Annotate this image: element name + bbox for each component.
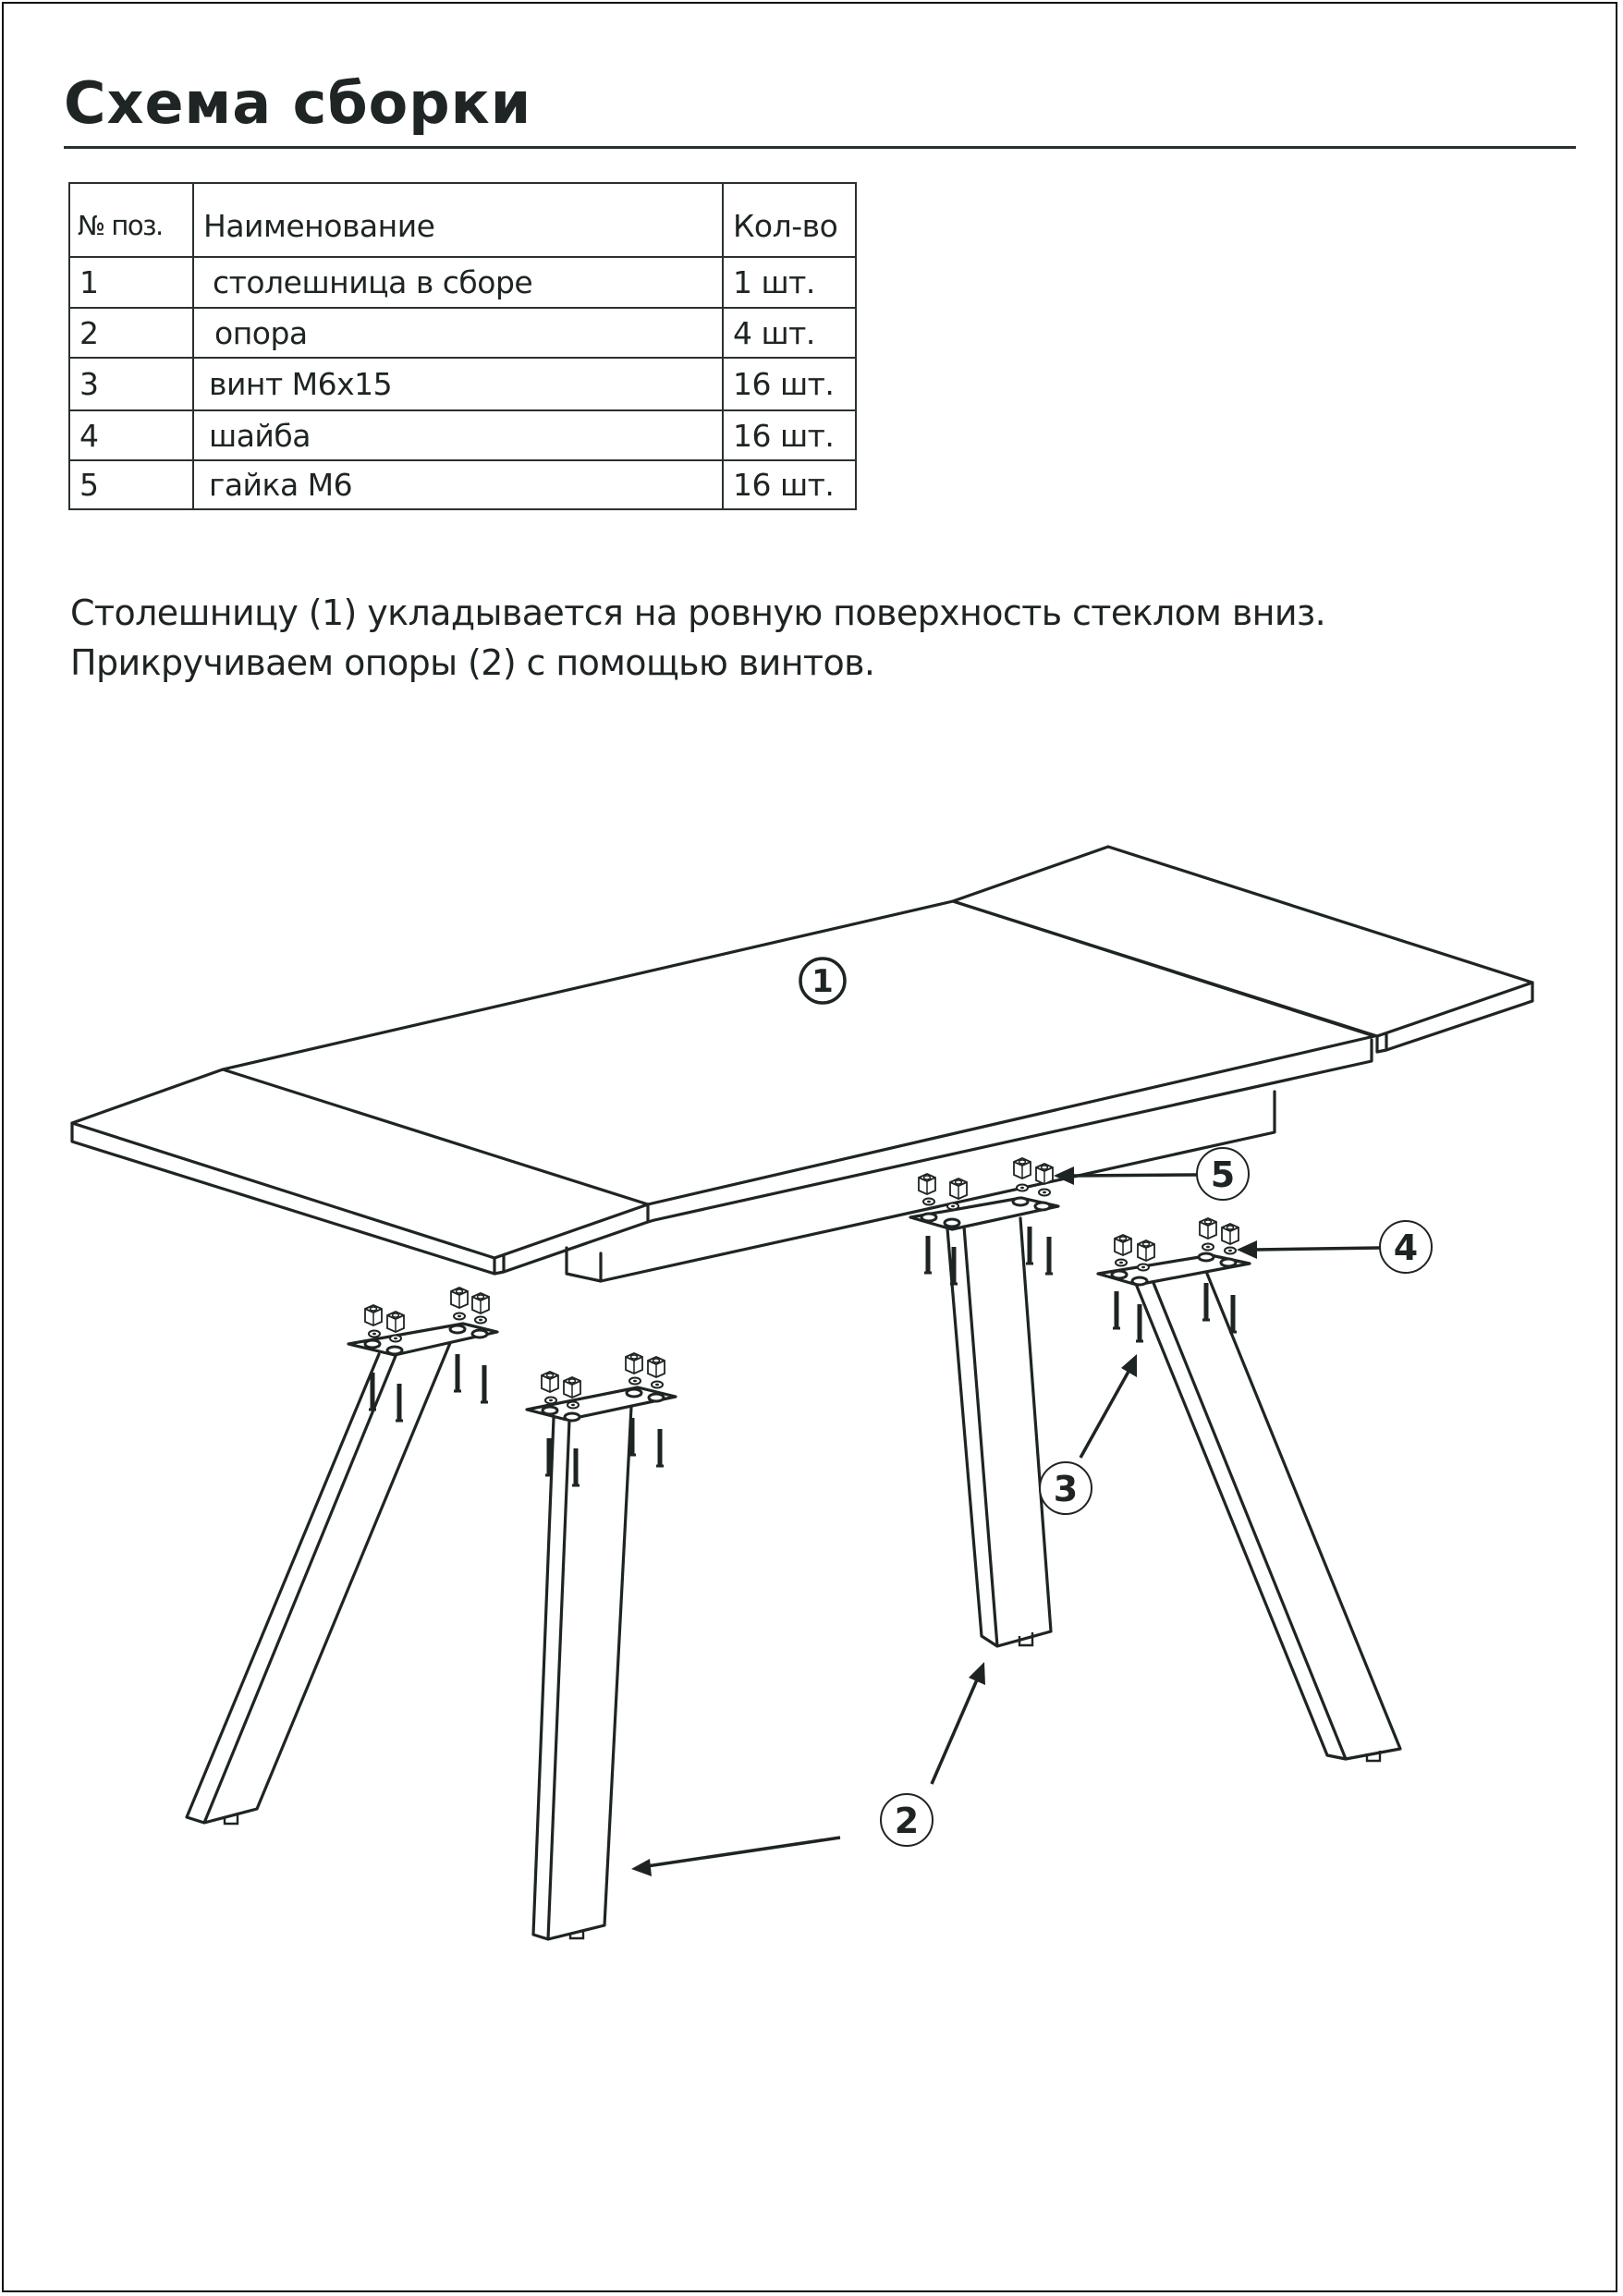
page-title: Схема сборки xyxy=(64,69,532,137)
tabletop-center-edge xyxy=(648,1040,1372,1222)
callout-label: 3 xyxy=(1053,1469,1079,1509)
cell-position: 2 xyxy=(69,308,193,358)
leg-front-center xyxy=(527,1353,676,1939)
cell-name: опора xyxy=(193,308,723,358)
callout-screws xyxy=(1040,1462,1092,1514)
cell-quantity: 4 шт. xyxy=(723,308,856,358)
cell-quantity: 16 шт. xyxy=(723,410,856,460)
cell-quantity: 1 шт. xyxy=(723,257,856,308)
callout-label: 2 xyxy=(894,1801,920,1841)
callout-washers xyxy=(1380,1221,1432,1273)
cell-position: 4 xyxy=(69,410,193,460)
arrowhead-icon xyxy=(1054,1166,1074,1185)
leg-back-right xyxy=(1098,1218,1400,1761)
leg-front-left xyxy=(187,1288,497,1824)
header-quantity: Кол-во xyxy=(723,183,856,257)
cell-position: 1 xyxy=(69,257,193,308)
instruction-line: Прикручиваем опоры (2) с помощью винтов. xyxy=(70,642,875,683)
cell-position: 5 xyxy=(69,460,193,509)
header-position: № поз. xyxy=(69,183,193,257)
cell-quantity: 16 шт. xyxy=(723,358,856,410)
callout-label: 1 xyxy=(812,963,834,1000)
callout-tabletop xyxy=(800,959,845,1003)
callout-nuts xyxy=(1197,1148,1249,1200)
cell-name: шайба xyxy=(193,410,723,460)
cell-name: гайка М6 xyxy=(193,460,723,509)
cell-name: винт М6х15 xyxy=(193,358,723,410)
instruction-line: Столешницу (1) укладывается на ровную поверхность стеклом вниз. xyxy=(70,592,1326,633)
tabletop-right-leaf-edge xyxy=(1377,983,1532,1052)
callout-label: 4 xyxy=(1393,1227,1419,1268)
tabletop-right-leaf xyxy=(953,847,1532,1036)
tabletop-left-leaf xyxy=(72,1069,648,1258)
cell-quantity: 16 шт. xyxy=(723,460,856,509)
tabletop xyxy=(72,847,1532,1281)
cell-position: 3 xyxy=(69,358,193,410)
arrowhead-icon xyxy=(631,1859,652,1876)
arrowhead-icon xyxy=(1237,1240,1257,1259)
leader-lines xyxy=(631,1166,1380,1876)
callout-legs xyxy=(881,1794,933,1846)
callout-label: 5 xyxy=(1210,1154,1236,1195)
tabletop-left-leaf-edge xyxy=(72,1123,648,1274)
header-name: Наименование xyxy=(193,183,723,257)
cell-name: столешница в сборе xyxy=(193,257,723,308)
leg-back-center xyxy=(910,1158,1058,1646)
